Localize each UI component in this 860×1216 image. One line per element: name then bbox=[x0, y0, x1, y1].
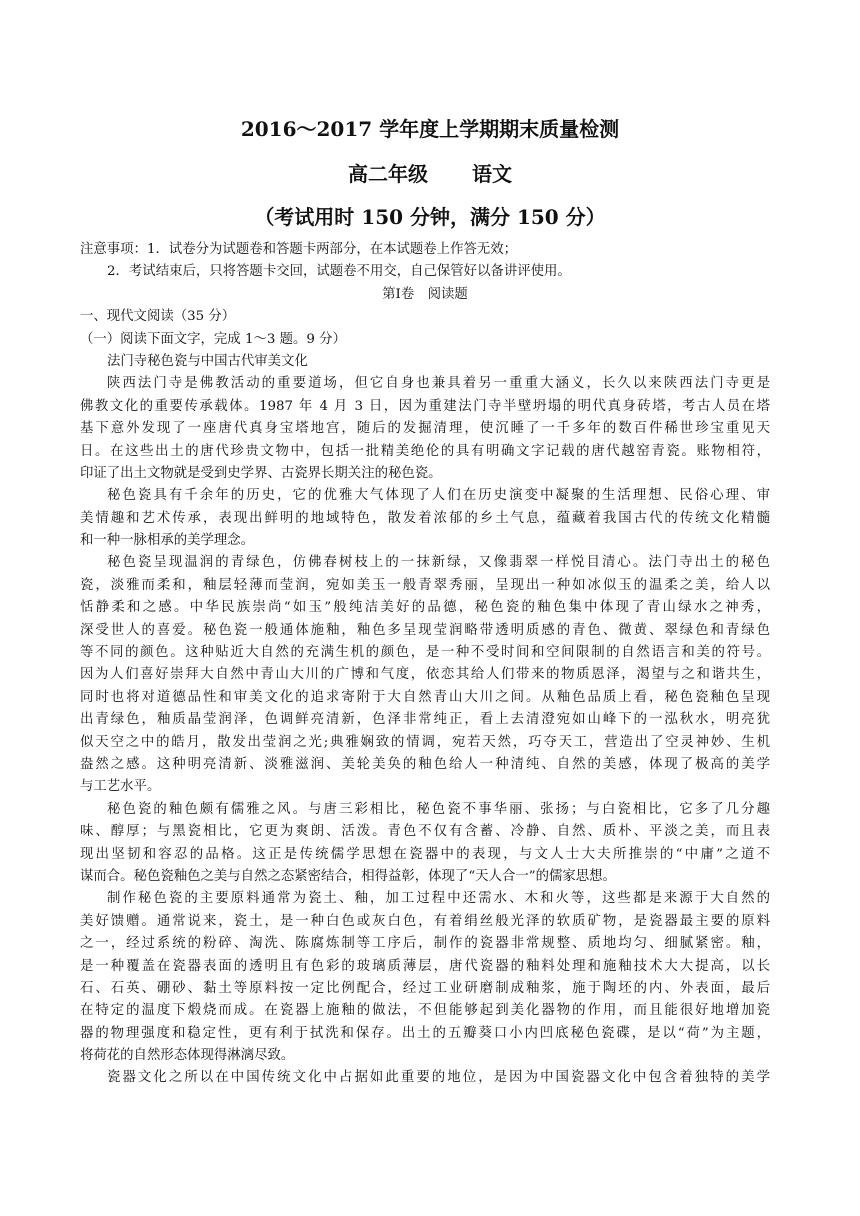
part-title: 第Ⅰ卷 阅读题 bbox=[382, 286, 468, 302]
paragraph-line: 在特定的温度下煅烧而成。在瓷器上施釉的做法，不但能够起到美化器物的作用，而且能很好地增加瓷 bbox=[80, 1003, 770, 1019]
paragraph-line: 深受世人的喜爱。秘色瓷一般通体施釉，釉色多呈现莹润略带透明质感的青色、微黄、翠绿色和青绿色 bbox=[80, 622, 770, 638]
paragraph-line: 秘色瓷具有千余年的历史，它的优雅大气体现了人们在历史演变中凝聚的生活理想、民俗心理、审 bbox=[107, 488, 770, 504]
paragraph-line: 之一，经过系统的粉碎、淘洗、陈腐炼制等工序后，制作的瓷器非常规整、质地均匀、细腻紧密。釉， bbox=[80, 936, 770, 952]
paragraph-line: 佛教文化的重要传承载体。1987 年 4 月 3 日，因为重建法门寺半壁坍塌的明代真身砖塔，考古人员在塔 bbox=[80, 398, 770, 414]
paragraph-line: 器的物理强度和稳定性，更有利于拭洗和保存。出土的五瓣葵口小内凹底秘色瓷碟，是以“荷”为主题， bbox=[80, 1025, 770, 1041]
paragraph-line: 美好馈赠。通常说来，瓷土，是一种白色或灰白色，有着绢丝般光泽的软质矿物，是瓷器最主要的原料 bbox=[80, 913, 770, 929]
paragraph-line: 秘色瓷呈现温润的青绿色，仿佛春树枝上的一抹新绿，又像翡翠一样悦目清心。法门寺出土的秘色 bbox=[107, 555, 770, 571]
article-title: 法门寺秘色瓷与中国古代审美文化 bbox=[107, 353, 308, 369]
subsection-heading: （一）阅读下面文字，完成 1～3 题。9 分） bbox=[80, 331, 346, 347]
paragraph-line: 等不同的颜色。这种贴近大自然的充满生机的颜色，是一种不受时间和空间限制的自然语言和美的符号。 bbox=[80, 645, 770, 661]
paragraph-line: 同时也将对道德品性和审美文化的追求寄附于大自然青山大川之间。从釉色品质上看，秘色瓷釉色呈现 bbox=[80, 689, 770, 705]
paragraph-line: 与工艺水平。 bbox=[80, 779, 161, 795]
paragraph-line: 因为人们喜好崇拜大自然中青山大川的广博和气度，依恋其给人们带来的物质恩泽，渴望与之和谐共生， bbox=[80, 667, 770, 683]
section-heading: 一、现代文阅读（35 分） bbox=[80, 309, 236, 325]
paragraph-line: 和一种一脉相承的美学理念。 bbox=[80, 533, 255, 549]
subject-label: 语文 bbox=[472, 162, 512, 186]
paragraph-5 bbox=[80, 888, 770, 1067]
paragraph-3 bbox=[80, 552, 770, 798]
paragraph-line: 陕西法门寺是佛教活动的重要道场，但它自身也兼具着另一重重大涵义，长久以来陕西法门寺更是 bbox=[107, 376, 770, 392]
document-body bbox=[80, 239, 770, 1090]
notice-line-2: 2．考试结束后，只将答题卡交回，试题卷不用交，自己保管好以备讲评使用。 bbox=[107, 264, 571, 280]
paragraph-line: 谋而合。秘色瓷釉色之美与自然之态紧密结合，相得益彰，体现了“天人合一”的儒家思想。 bbox=[80, 868, 616, 884]
grade-subject-line bbox=[0, 161, 860, 187]
paragraph-line: 日。在这些出土的唐代珍贵文物中，包括一批精美绝伦的具有明确文字记载的唐代越窑青瓷。账物相符， bbox=[80, 443, 770, 459]
paragraph-line: 秘色瓷的釉色颇有儒雅之风。与唐三彩相比，秘色瓷不事华丽、张扬；与白瓷相比，它多了几分趣 bbox=[107, 801, 770, 817]
paragraph-line: 美情趣和艺术传承，表现出鲜明的地域特色，散发着浓郁的乡土气息，蕴藏着我国古代的传统文化精髓 bbox=[80, 510, 770, 526]
paragraph-line: 制作秘色瓷的主要原料通常为瓷土、釉，加工过程中还需水、木和火等，这些都是来源于大自然的 bbox=[107, 891, 770, 907]
paragraph-6 bbox=[80, 1067, 770, 1089]
paragraph-line: 是一种覆盖在瓷器表面的透明且有色彩的玻璃质薄层，唐代瓷器的釉料处理和施釉技术大大提高，以长 bbox=[80, 958, 770, 974]
paragraph-line: 盎然之感。这种明亮清新、淡雅滋润、美轮美奂的釉色给人一种清纯、自然的美感，体现了极高的美学 bbox=[80, 756, 770, 772]
exam-info: （考试用时 150 分钟，满分 150 分） bbox=[254, 205, 606, 229]
paragraph-line: 出青绿色，釉质晶莹润泽，色调鲜亮清新，色泽非常纯正，看上去清澄宛如山峰下的一泓秋水，明亮犹 bbox=[80, 712, 770, 728]
paragraph-line: 似天空之中的皓月，散发出莹润之光;典雅娴致的情调，宛若天然，巧夺天工，营造出了空灵神妙、生机 bbox=[80, 734, 770, 750]
paragraph-line: 瓷，淡雅而柔和，釉层轻薄而莹润，宛如美玉一般青翠秀丽，呈现出一种如冰似玉的温柔之美，给人以 bbox=[80, 577, 770, 593]
paragraph-line: 印证了出土文物就是受到史学界、古瓷界长期关注的秘色瓷。 bbox=[80, 465, 442, 481]
paragraph-4 bbox=[80, 799, 770, 889]
paragraph-line: 基下意外发现了一座唐代真身宝塔地宫，随后的发掘清理，使沉睡了一千多年的数百件稀世珍宝重见天 bbox=[80, 421, 770, 437]
paragraph-line: 石、石英、硼砂、黏土等原料按一定比例配合，经过工业研磨制成釉浆，施于陶坯的内、外表面，最后 bbox=[80, 980, 770, 996]
paragraph-line: 将荷花的自然形态体现得淋漓尽致。 bbox=[80, 1048, 295, 1064]
notice-line-1: 注意事项：1．试卷分为试题卷和答题卡两部分，在本试题卷上作答无效； bbox=[80, 242, 518, 257]
paragraph-line: 瓷器文化之所以在中国传统文化中占据如此重要的地位，是因为中国瓷器文化中包含着独特的美学 bbox=[107, 1070, 770, 1086]
exam-title: 2016～2017 学年度上学期期末质量检测 bbox=[240, 117, 620, 141]
paragraph-line: 恬静柔和之感。中华民族崇尚“如玉”般纯洁美好的品德，秘色瓷的釉色集中体现了青山绿水之神秀， bbox=[80, 600, 770, 616]
paragraph-line: 味、醇厚；与黑瓷相比，它更为爽朗、活泼。青色不仅有含蓄、冷静、自然、质朴、平淡之美，而且表 bbox=[80, 824, 770, 840]
grade-label: 高二年级 bbox=[348, 162, 428, 186]
paragraph-line: 现出坚韧和容忍的品格。这正是传统儒学思想在瓷器中的表现，与文人士大夫所推崇的“中庸”之道不 bbox=[80, 846, 770, 862]
paragraph-1 bbox=[80, 373, 770, 485]
paragraph-2 bbox=[80, 485, 770, 552]
